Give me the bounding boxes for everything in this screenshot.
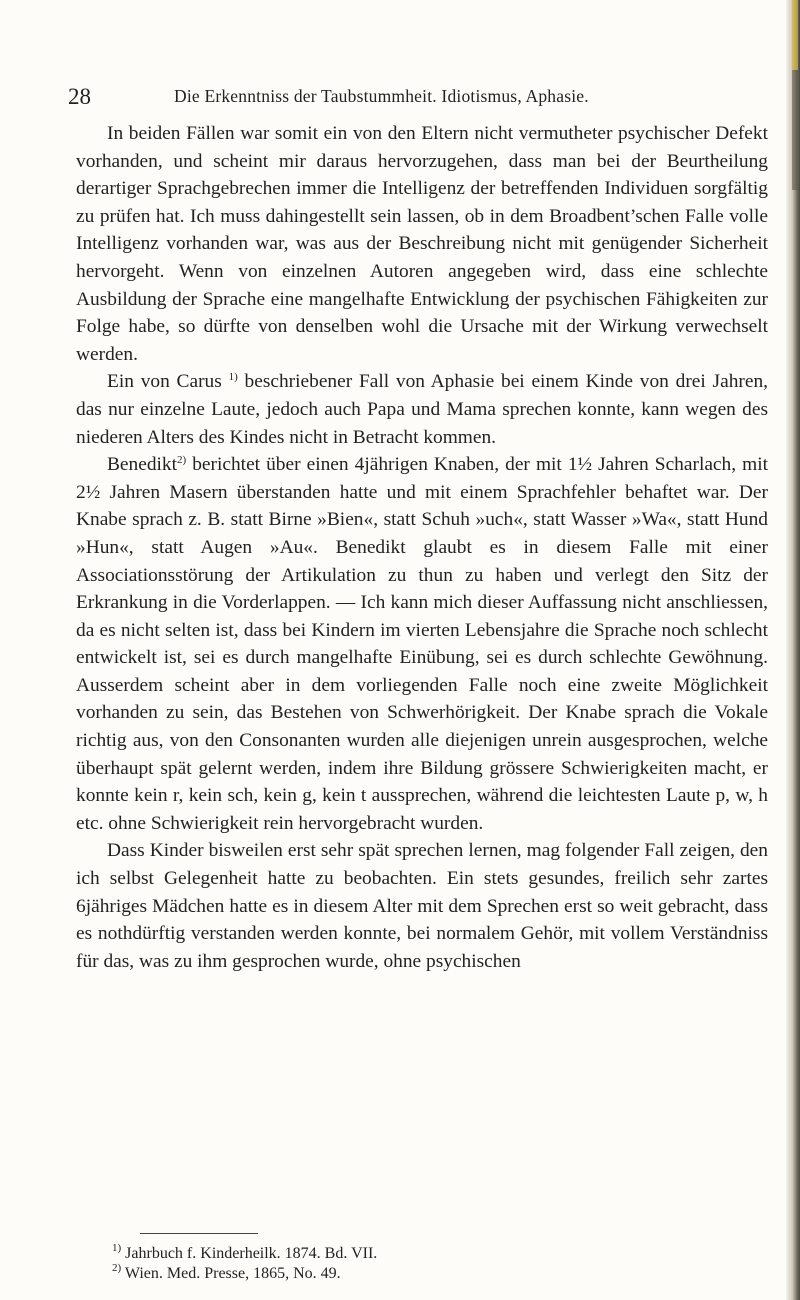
- footnotes: [112, 1244, 712, 1284]
- paragraph: [76, 451, 768, 837]
- footnote-text: Wien. Med. Presse, 1865, No. 49.: [124, 1265, 341, 1282]
- paragraph-text: In beiden Fällen war somit ein von den Eltern nicht vermutheter psychischer Defekt vorhanden, und scheint mir daraus hervorzugehen, dass man bei der Beurtheilung derartiger Sprachgebrechen immer die Intelligenz der betreffenden Individuen sorgfältig zu prüfen hat. Ich muss dahingestellt sein lassen, ob in dem Broadbent’schen Falle volle Intelligenz vorhanden war, was aus der Beschreibung nicht mit genügender Sicherheit hervorgeht. Wenn von einzelnen Autoren angegeben wird, dass eine schlechte Ausbildung der Sprache eine mangelhafte Entwicklung der psychischen Fähigkeiten zur Folge habe, so dürfte von denselben wohl die Ursache mit der Wirkung verwechselt werden.: [76, 123, 768, 365]
- running-head: [68, 84, 768, 110]
- paragraph: [76, 837, 768, 975]
- footnote-text: Jahrbuch f. Kinderheilk. 1874. Bd. VII.: [125, 1245, 378, 1262]
- footnote-mark: 1): [112, 1242, 122, 1254]
- page-number: 28: [68, 84, 91, 109]
- paragraph: [76, 368, 768, 451]
- paragraph-text: Ein von Carus: [107, 371, 229, 393]
- footnote-ref[interactable]: 1): [228, 371, 238, 384]
- running-head-title: Die Erkenntniss der Taubstummheit. Idiotismus, Aphasie.: [174, 86, 589, 106]
- paragraph-text: Benedikt: [107, 454, 178, 476]
- footnote-divider: [140, 1233, 258, 1234]
- footnote: [112, 1244, 712, 1264]
- page-edge: [786, 0, 800, 1300]
- footnote: [112, 1264, 712, 1284]
- footnote-mark: 2): [112, 1262, 122, 1274]
- paragraph-text: beschriebener Fall von Aphasie bei einem Kinde von drei Jahren, das nur einzelne Laute, jedoch auch Papa und Mama sprechen konnte, kann wegen des niederen Alters des Kindes nicht in Betracht kommen.: [76, 371, 768, 448]
- paragraph-text: Dass Kinder bisweilen erst sehr spät sprechen lernen, mag folgender Fall zeigen, den ich selbst Gelegenheit hatte zu beobachten. Ein stets gesundes, freilich sehr zartes 6jähriges Mädchen hatte es in diesem Alter mit dem Sprechen erst so weit gebracht, dass es nothdürftig verstanden werden konnte, bei normalem Gehör, mit vollem Verständniss für das, was zu ihm gesprochen wurde, ohne psychischen: [76, 840, 768, 972]
- paragraph: [76, 120, 768, 368]
- paragraph-text: berichtet über einen 4jährigen Knaben, der mit 1½ Jahren Scharlach, mit 2½ Jahren Masern überstanden hatte und mit einem Sprachfehler behaftet war. Der Knabe sprach z. B. statt Birne »Bien«, statt Schuh »uch«, statt Wasser »Wa«, statt Hund »Hun«, statt Augen »Au«. Benedikt glaubt es in diesem Falle mit einer Associationsstörung der Artikulation zu thun zu haben und verlegt den Sitz der Erkrankung in die Vorderlappen. — Ich kann mich dieser Auffassung nicht anschliessen, da es nicht selten ist, dass bei Kindern im vierten Lebensjahre die Sprache noch schlecht entwickelt ist, sei es durch mangelhafte Einübung, sei es durch schlechte Gewöhnung. Ausserdem scheint aber in dem vorliegenden Falle noch eine zweite Möglichkeit vorhanden zu sein, das Bestehen von Schwerhörigkeit. Der Knabe sprach die Vokale richtig aus, von den Consonanten wurden alle diejenigen unrein ausgesprochen, welche überhaupt spät gelernt werden, indem ihre Bildung grössere Schwierigkeiten macht, er konnte kein r, kein sch, kein g, kein t aussprechen, während die leichtesten Laute p, w, h etc. ohne Schwierigkeit rein hervorgebracht wurden.: [76, 454, 768, 834]
- body-text: [76, 120, 768, 975]
- footnote-ref[interactable]: 2): [177, 454, 187, 467]
